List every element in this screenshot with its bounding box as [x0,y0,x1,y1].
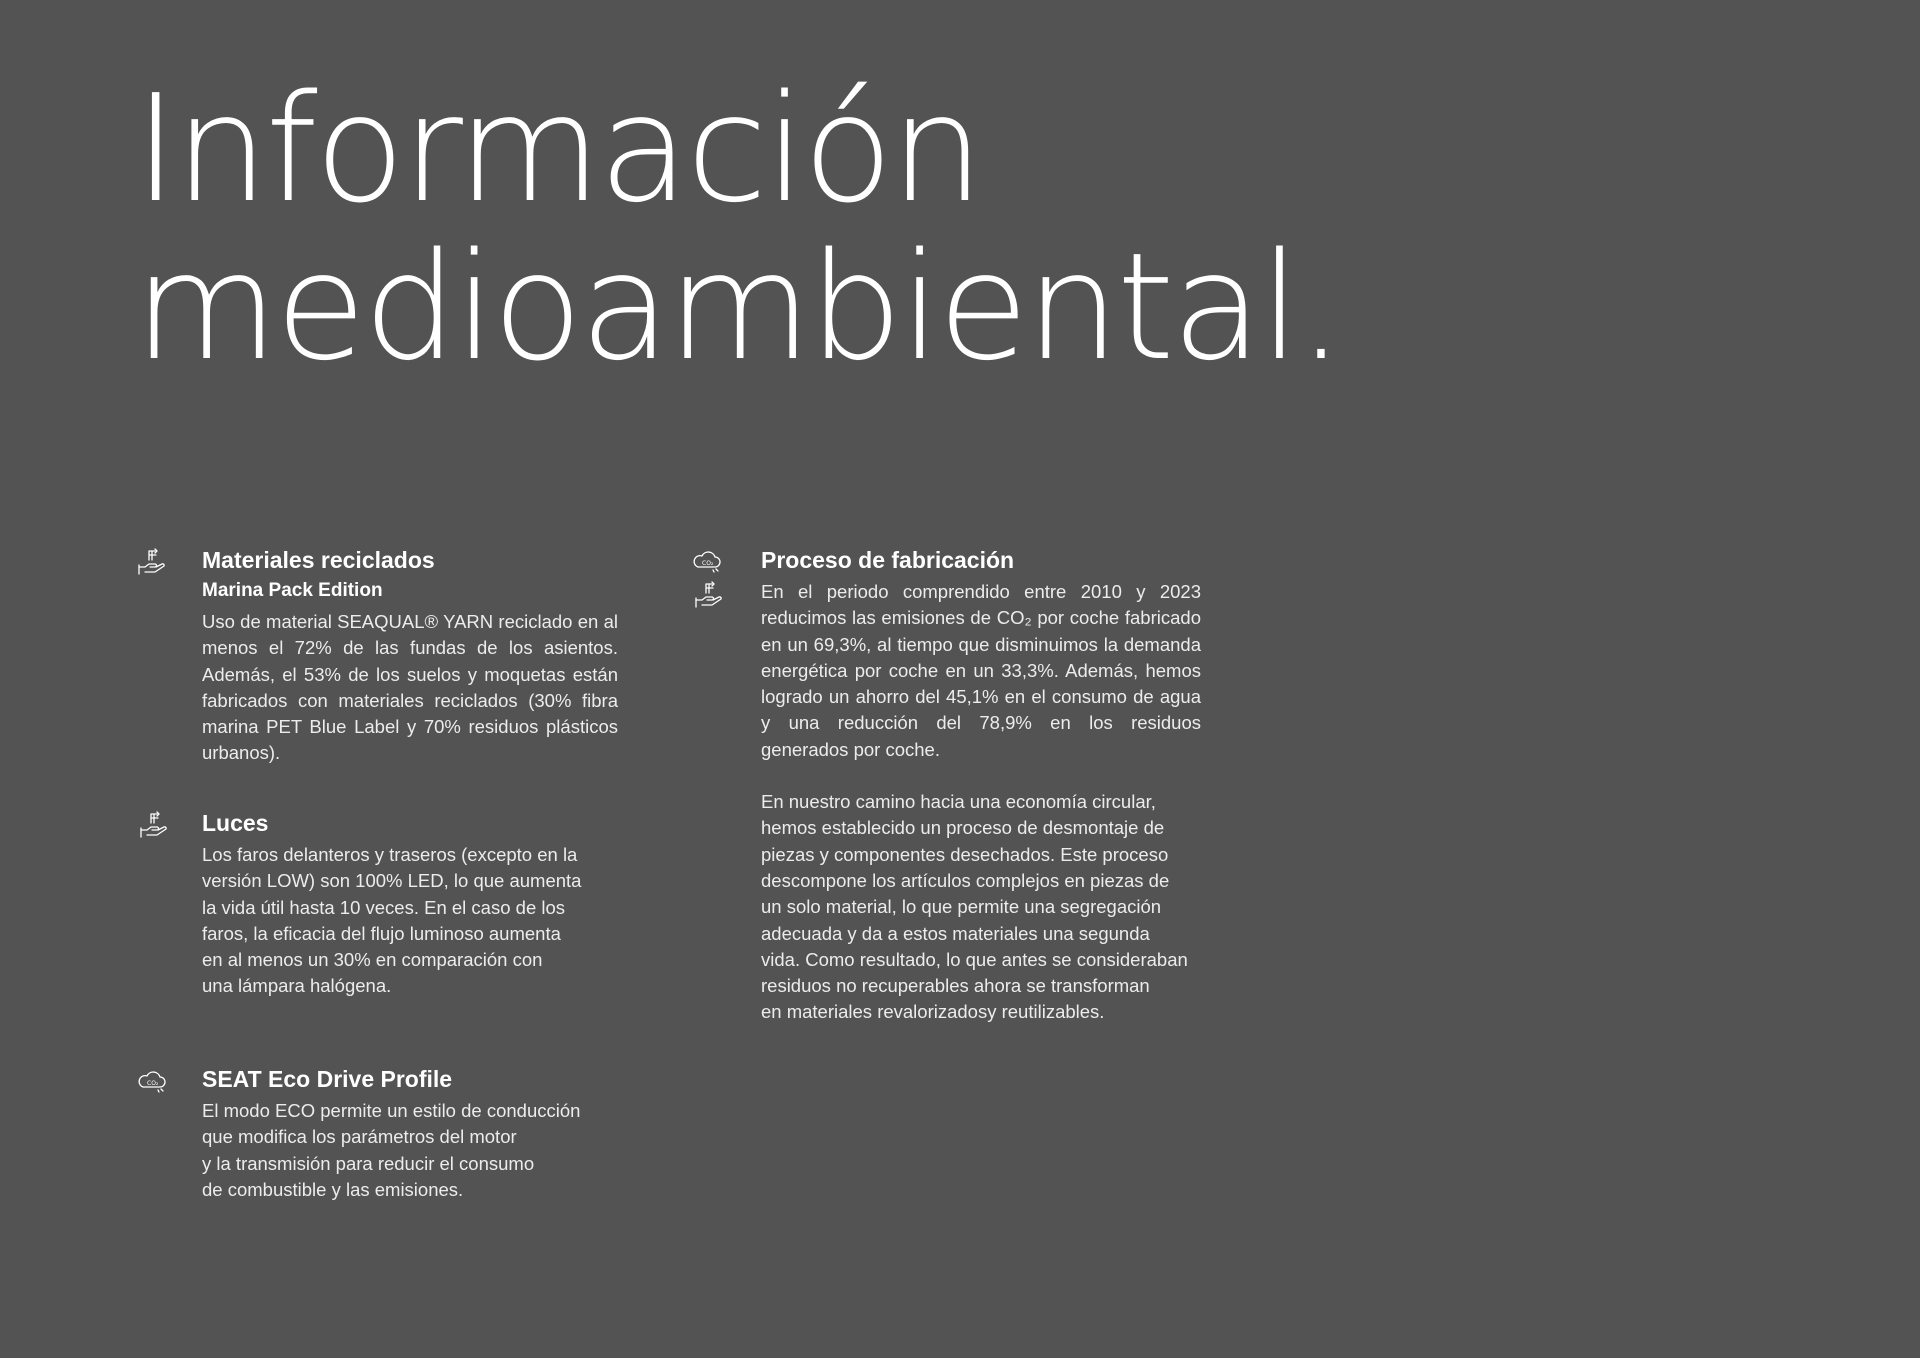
co2-cloud-icon [136,1066,168,1094]
materiales-subheading: Marina Pack Edition [202,580,383,601]
materiales-body: Uso de material SEAQUAL® YARN reciclado en al menos el 72% de las fundas de los asientos. Además, el 53% de los suelos y moquetas están fabricados con materiales reciclados (30% fibra marina PET Blue Label y 70% residuos plásticos urbanos). [202,611,618,764]
svg-text:CO₂: CO₂ [147,1080,159,1087]
materiales-reciclados-section [202,545,618,767]
recycled-hand-icon [693,580,725,608]
materiales-heading: Materiales reciclados [202,547,435,573]
eco-body: El modo ECO permite un estilo de conducción que modifica los parámetros del motor y la transmisión para reducir el consumo de combustible y las emisiones. [202,1100,581,1200]
co2-cloud-icon [691,546,723,574]
luces-heading: Luces [202,810,269,836]
luces-body: Los faros delanteros y traseros (excepto en la versión LOW) son 100% LED, lo que aumenta la vida útil hasta 10 veces. En el caso de los faros, la eficacia del flujo luminoso aumenta en al menos un 30% en comparación con una lámpara halógena. [202,844,582,997]
luces-section [202,808,622,1000]
page-title-line-2: medioambiental. [134,221,1342,393]
recycled-hand-icon [138,810,170,838]
proceso-body-2: En nuestro camino hacia una economía circular, hemos establecido un proceso de desmontaje de piezas y componentes desechados. Este proceso descompone los artículos complejos en piezas de un solo material, lo que permite una segregación adecuada y da a estos materiales una segunda vida. Como resultado, lo que antes se consideraban residuos no recuperables ahora se transforman en materiales revalorizadosy reutilizables. [761,791,1188,1023]
recycled-hand-icon [136,547,168,575]
svg-text:CO₂: CO₂ [702,560,714,567]
eco-heading: SEAT Eco Drive Profile [202,1066,453,1092]
page-title [134,63,1342,393]
page-title-line-1: Información [134,63,982,235]
eco-drive-section [202,1064,622,1203]
proceso-fabricacion-section [761,545,1201,1026]
proceso-body-1: En el periodo comprendido entre 2010 y 2023 reducimos las emisiones de CO₂ por coche fabricado en un 69,3%, al tiempo que disminuimos la demanda energética por coche en un 33,3%. Además, hemos logrado un ahorro del 45,1% en el consumo de agua y una reducción del 78,9% en los residuos generados por coche. [761,581,1201,760]
proceso-heading: Proceso de fabricación [761,547,1015,573]
